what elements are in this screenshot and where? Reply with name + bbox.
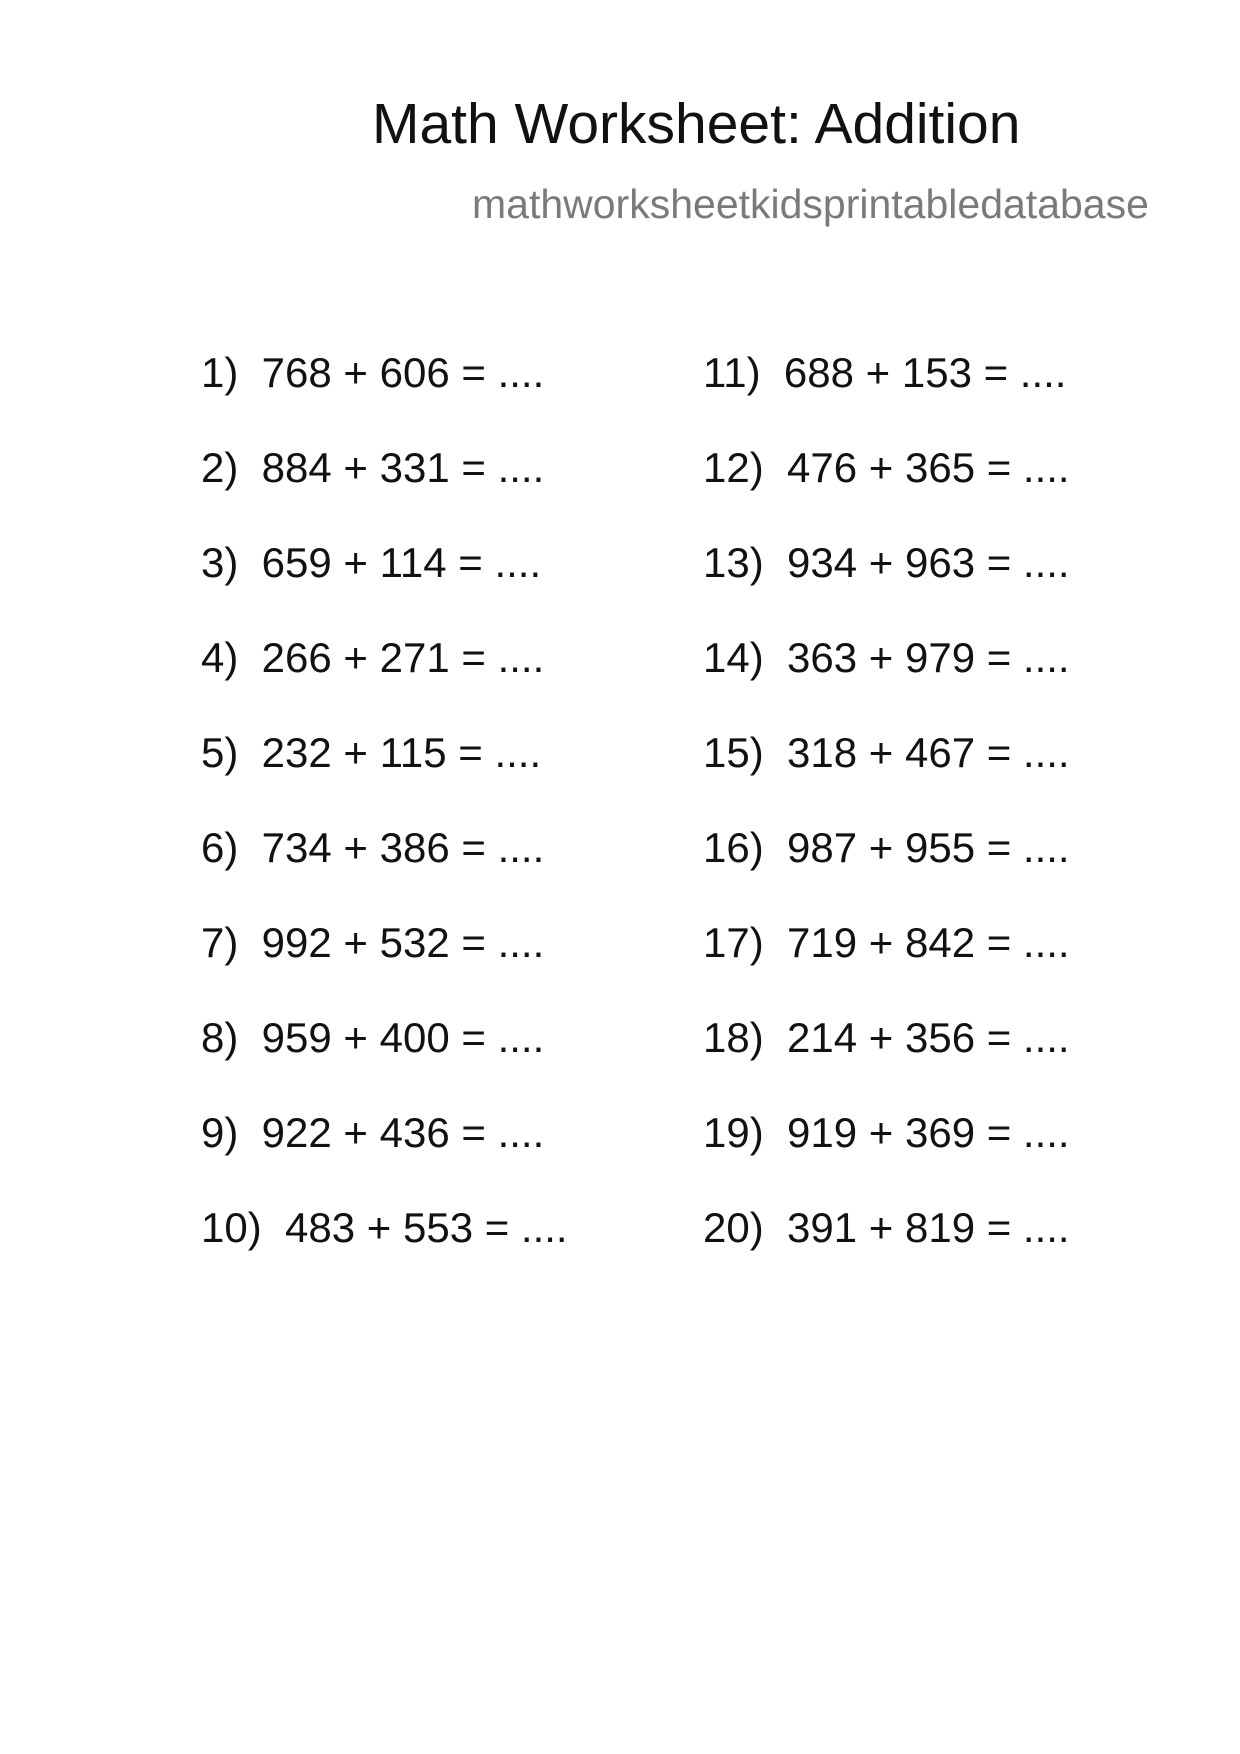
- left-problem-column: [201, 349, 568, 1302]
- problem-8: 8) 959 + 400 = ....: [201, 1014, 545, 1061]
- problem-9: 9) 922 + 436 = ....: [201, 1109, 545, 1156]
- problem-7: 7) 992 + 532 = ....: [201, 919, 545, 966]
- problem-11: 11) 688 + 153 = ....: [703, 349, 1067, 396]
- problem-18: 18) 214 + 356 = ....: [703, 1014, 1070, 1061]
- problem-17: 17) 719 + 842 = ....: [703, 919, 1070, 966]
- problem-13: 13) 934 + 963 = ....: [703, 539, 1070, 586]
- problem-20: 20) 391 + 819 = ....: [703, 1204, 1070, 1251]
- problem-19: 19) 919 + 369 = ....: [703, 1109, 1070, 1156]
- problem-12: 12) 476 + 365 = ....: [703, 444, 1070, 491]
- problem-14: 14) 363 + 979 = ....: [703, 634, 1070, 681]
- worksheet-title: Math Worksheet: Addition: [372, 92, 1021, 156]
- right-problem-column: [703, 349, 1070, 1302]
- worksheet-subtitle: mathworksheetkidsprintabledatabase: [472, 181, 1149, 227]
- problem-1: 1) 768 + 606 = ....: [201, 349, 545, 396]
- problem-4: 4) 266 + 271 = ....: [201, 634, 545, 681]
- problem-10: 10) 483 + 553 = ....: [201, 1204, 568, 1251]
- problem-16: 16) 987 + 955 = ....: [703, 824, 1070, 871]
- problem-2: 2) 884 + 331 = ....: [201, 444, 545, 491]
- problem-5: 5) 232 + 115 = ....: [201, 729, 542, 776]
- problem-6: 6) 734 + 386 = ....: [201, 824, 545, 871]
- problem-3: 3) 659 + 114 = ....: [201, 539, 542, 586]
- problem-15: 15) 318 + 467 = ....: [703, 729, 1070, 776]
